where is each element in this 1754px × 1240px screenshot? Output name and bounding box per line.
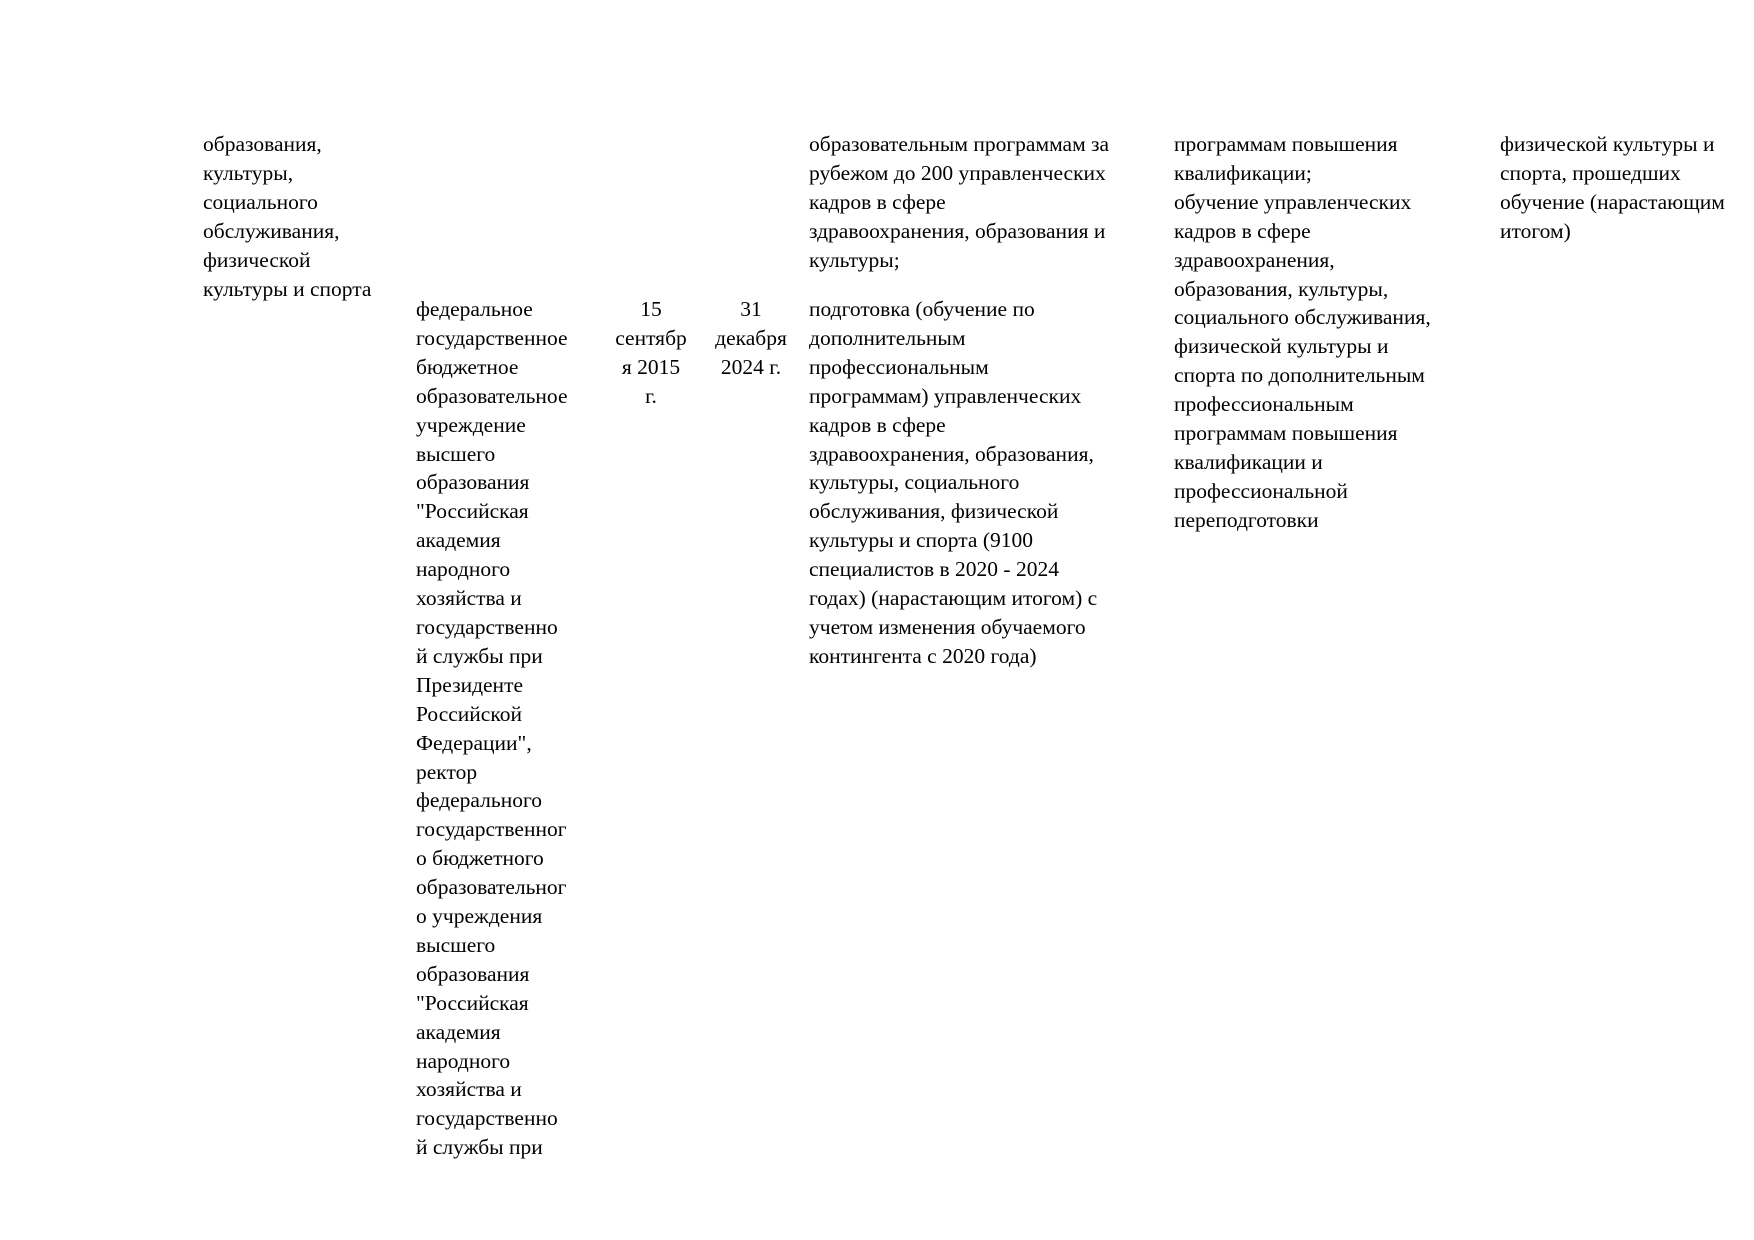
table-cell-end-date: 31 декабря 2024 г. [715, 297, 787, 379]
table-cell-result: подготовка (обучение по дополнительным профессиональным программам) управленческих кадров в сфере здравоохранения, образования, культуры, социального обслуживания, физической культуры и спорта (9100 специалистов в 2020 - 2024 годах) (нарастающим итогом) с учетом изменения обучаемого контингента с 2020 года) [809, 297, 1098, 668]
table-cell-indicator: физической культуры и спорта, прошедших обучение (нарастающим итогом) [1500, 132, 1725, 243]
table-cell-area: образования, культуры, социального обслуживания, физической культуры и спорта [203, 132, 372, 301]
table-cell-result-continued: образовательным программам за рубежом до 200 управленческих кадров в сфере здравоохранения, образования и культуры; [809, 132, 1110, 272]
table-cell-start-date: 15 сентябр я 2015 г. [615, 297, 687, 408]
table-cell-characteristic: программам повышения квалификации; обучение управленческих кадров в сфере здравоохранения, образования, культуры, социального обслуживания, физической культуры и спорта по дополнительным профессиональным программам повышения квалификации и профессиональной переподготовки [1174, 132, 1431, 532]
table-cell-executor: федеральное государственное бюджетное образовательное учреждение высшего образования "Российская академия народного хозяйства и государственно й службы при Президенте Российской Федерации", ректор федерального государственног о бюджетного образовательног о учреждения высшего образования "Российская академия народного хозяйства и государственно й службы при [416, 297, 568, 1160]
